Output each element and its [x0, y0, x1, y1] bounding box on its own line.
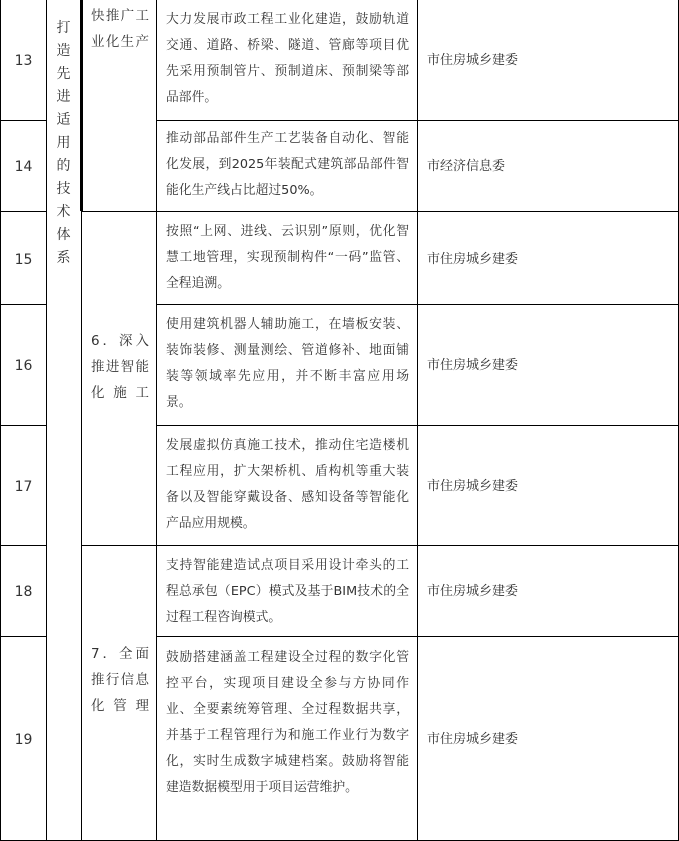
- row-content: 支持智能建造试点项目采用设计牵头的工程总承包（EPC）模式及基于BIM技术的全过程工程咨询模式。: [166, 558, 409, 625]
- row-dept: 市经济信息委: [427, 159, 506, 174]
- row-number: 15: [14, 252, 33, 268]
- row-content: 按照“上网、进线、云识别”原则，优化智慧工地管理，实现预制构件“一码”监管、全程追溯。: [166, 224, 409, 291]
- sub-category-label: 6．深入推进智能化施工: [91, 333, 149, 401]
- sub-category-label: 7．全面推行信息化管理: [91, 646, 149, 714]
- row-content: 推动部品部件生产工艺装备自动化、智能化发展，到2025年装配式建筑部品部件智能化生产线占比超过50%。: [166, 131, 409, 198]
- row-dept: 市住房城乡建委: [427, 584, 519, 599]
- row-content: 大力发展市政工程工业化建造，鼓励轨道交通、道路、桥梁、隧道、管廊等项目优先采用预制管片、预制道床、预制梁等部品部件。: [166, 12, 409, 105]
- category-main: 打 造 先 进 适 用 的 技 术 体 系: [56, 20, 71, 266]
- row-dept: 市住房城乡建委: [427, 53, 519, 68]
- row-dept: 市住房城乡建委: [427, 479, 519, 494]
- sub-category-label: 快推广工业化生产: [91, 8, 149, 50]
- row-dept: 市住房城乡建委: [427, 252, 519, 267]
- row-number: 17: [14, 479, 33, 495]
- row-dept: 市住房城乡建委: [427, 358, 519, 373]
- row-number: 16: [14, 358, 33, 374]
- row-number: 14: [14, 159, 33, 175]
- row-number: 18: [14, 584, 33, 600]
- row-content: 使用建筑机器人辅助施工，在墙板安装、装饰装修、测量测绘、管道修补、地面铺装等领域率先应用，并不断丰富应用场景。: [166, 317, 409, 410]
- row-content: 发展虚拟仿真施工技术，推动住宅造楼机工程应用，扩大架桥机、盾构机等重大装备以及智能穿戴设备、感知设备等智能化产品应用规模。: [166, 438, 409, 531]
- row-content: 鼓励搭建涵盖工程建设全过程的数字化管控平台，实现项目建设全参与方协同作业、全要素统筹管理、全过程数据共享，并基于工程管理行为和施工作业行为数字化，实时生成数字城建档案。鼓励将智能建造数据模型用于项目运营维护。: [166, 650, 409, 795]
- row-dept: 市住房城乡建委: [427, 732, 519, 747]
- row-number: 13: [14, 53, 33, 69]
- row-number: 19: [14, 732, 33, 748]
